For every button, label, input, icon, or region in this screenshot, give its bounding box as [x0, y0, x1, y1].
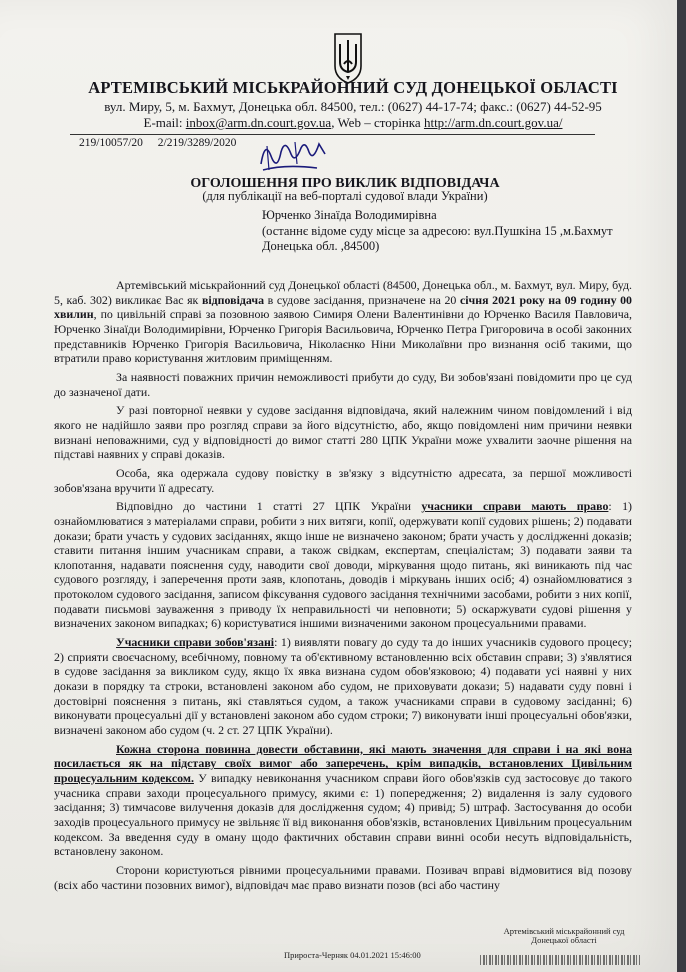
text: в судове засідання, призначене на 20 — [264, 292, 460, 307]
text-bold: Учасники справи зобов'язані — [116, 635, 275, 650]
text-bold: відповідача — [201, 292, 265, 307]
case-numbers — [79, 137, 248, 149]
text: Відповідно до частини 1 статті 27 ЦПК України — [116, 499, 422, 514]
paragraph-absence: У разі повторної неявки у судове засідання відповідача, який належним чином повідомлений і від якого не надійшло заяви про розгляд справи за його відсутністю, або, якщо повідомлені ним причини неявки визнані неповажними, суд у відповідності до вимог статті 280 ЦПК України може ухвалити заочне рішення на підставі наявних у справі доказів. — [54, 403, 632, 462]
text: , по цивільній справі за позовною заявою Симиря Олени Валентинівни до Юрченко Василя Павловича, Юрченко Зінаїди Володимирівни, Юрченко Григорія Васильовича, Юрченко Петра Григоровича в особі законних представників Юрченко Григорія Васильовича, Ніколаєнко Ніни Миколаївни про визнання осіб такими, що втратили право користування житловим приміщенням. — [54, 307, 632, 366]
paragraph-duties — [54, 635, 632, 738]
text: : 1) виявляти повагу до суду та до інших учасників судового процесу; 2) сприяти своєчасному, всебічному, повному та об'єктивному встановленню всіх обставин справи; 3) з'являтися в судове засідання за викликом суду, якщо їх явка визнана судом обов'язковою; 4) подавати усі наявні у них докази в порядку та строки, встановлені законом або судом, не приховувати докази; 5) надавати суду повні і достовірні пояснення з питань, які ставляться судом, а також учасниками справи в судовому засіданні; 6) виконувати процесуальні дії у встановлені законом або судом строки; 7) виконувати інші процесуальні обов'язки, визначені законом або судом (ч. 2 ст. 27 ЦПК України). — [54, 635, 632, 738]
proceeding-number: 2/219/3289/2020 — [157, 137, 237, 149]
notice-title: ОГОЛОШЕННЯ ПРО ВИКЛИК ВІДПОВІДАЧА — [190, 176, 500, 191]
scan-edge — [677, 0, 686, 972]
text-bold: учасники справи мають право — [421, 499, 609, 514]
paragraph-rights — [54, 499, 632, 631]
case-number: 219/10057/20 — [79, 137, 143, 149]
court-address: вул. Миру, 5, м. Бахмут, Донецька обл. 84500, тел.: (0627) 44-17-74; факс.: (0627) 44-52-95 — [104, 99, 602, 114]
recipient-block — [262, 208, 662, 255]
court-name: АРТЕМІВСЬКИЙ МІСЬКРАЙОННИЙ СУД ДОНЕЦЬКОЇ ОБЛАСТІ — [88, 78, 618, 97]
email-link[interactable]: inbox@arm.dn.court.gov.ua — [185, 115, 332, 130]
court-stamp — [480, 927, 648, 945]
trident-emblem-icon — [333, 32, 363, 84]
recipient-name: Юрченко Зінаїда Володимирівна — [262, 208, 437, 222]
paragraph-evidence — [54, 742, 632, 859]
email-label: E-mail: — [143, 115, 186, 130]
notice-body — [54, 278, 632, 896]
handwritten-signature — [255, 134, 335, 176]
stamp-line-1: Артемівський міськрайонний суд — [503, 926, 625, 936]
recipient-address-1: (останнє відоме суду місце за адресою: вул.Пушкіна 15 ,м.Бахмут — [262, 223, 613, 238]
paragraph-equal-rights: Сторони користуються рівними процесуальними правами. Позивач вправі відмовитися від позову (всіх або частини позовних вимог), відповідач має право визнати позов (всі або частину — [54, 862, 632, 892]
text: : 1) ознайомлюватися з матеріалами справи, робити з них витяги, копії, одержувати копії судових рішень; 2) подавати докази; брати участь у судових засіданнях, якщо інше не визначено законом; брати участь у дослідженні доказів; ставити питання іншим учасникам справи, а також свідкам, експертам, спеціалістам; 3) подавати заяви та клопотання, надавати пояснення суду, наводити свої доводи, міркування щодо питань, які виникають під час судового розгляду, і заперечення проти заяв, клопотань, доводів і міркувань інших осіб; 4) ознайомлюватися з протоколом судового засідання, записом фіксування судового засідання технічними засобами, робити з них копії, подавати письмові зауваження з приводу їх неправильності чи неповноти; 5) оскаржувати судові рішення у визначених законом випадках; 6) користуватися іншими визначеними законом процесуальними правами. — [54, 499, 633, 631]
hearing-datetime: січня 2021 року на 09 годину 00 хвилин — [54, 292, 633, 322]
paragraph-notify: За наявності поважних причин неможливості прибути до суду, Ви зобов'язані повідомити про це суд до зазначеної дати. — [54, 369, 632, 399]
web-link[interactable]: http://arm.dn.court.gov.ua/ — [423, 115, 563, 130]
paragraph-summons — [54, 278, 632, 366]
recipient-address-2: Донецька обл. ,84500) — [262, 239, 380, 253]
paragraph-delivery: Особа, яка одержала судову повістку в зв'язку з відсутністю адресата, за першої можливості зобов'язана вручити її адресату. — [54, 465, 632, 495]
court-contacts — [58, 115, 648, 131]
received-stamp: Прироста-Черняк 04.01.2021 15:46:00 — [284, 950, 421, 960]
stamp-line-2: Донецької області — [531, 935, 597, 945]
notice-subtitle: (для публікації на веб-порталі судової влади України) — [202, 189, 488, 203]
web-label: , Web – сторінка — [331, 115, 424, 130]
text-bold: Кожна сторона повинна довести обставини, які мають значення для справи і на які вона посилається як на підставу своїх вимог або заперечень, крім випадків, встановлених Цивільним процесуальним кодексом. — [54, 741, 632, 785]
barcode — [480, 955, 640, 965]
text: У випадку невиконання учасником справи його обов'язків суд застосовує до такого учасника справи заходи процесуального примусу, якими є: 1) попередження; 2) видалення із залу судового засідання; 3) тимчасове вилучення доказів для дослідження судом; 4) привід; 5) штраф. Застосування до особи заходів процесуального примусу не звільняє її від виконання обов'язків, встановлених Цивільним процесуальним кодексом. За введення суду в оману щодо фактичних обставин справи винні особи несуть відповідальність, встановлену законом. — [54, 771, 632, 859]
text: Артемівський міськрайонний суд Донецької області (84500, Донецька обл., м. Бахмут, вул. Миру, буд. 5, каб. 302) викликає Вас як — [54, 278, 632, 307]
